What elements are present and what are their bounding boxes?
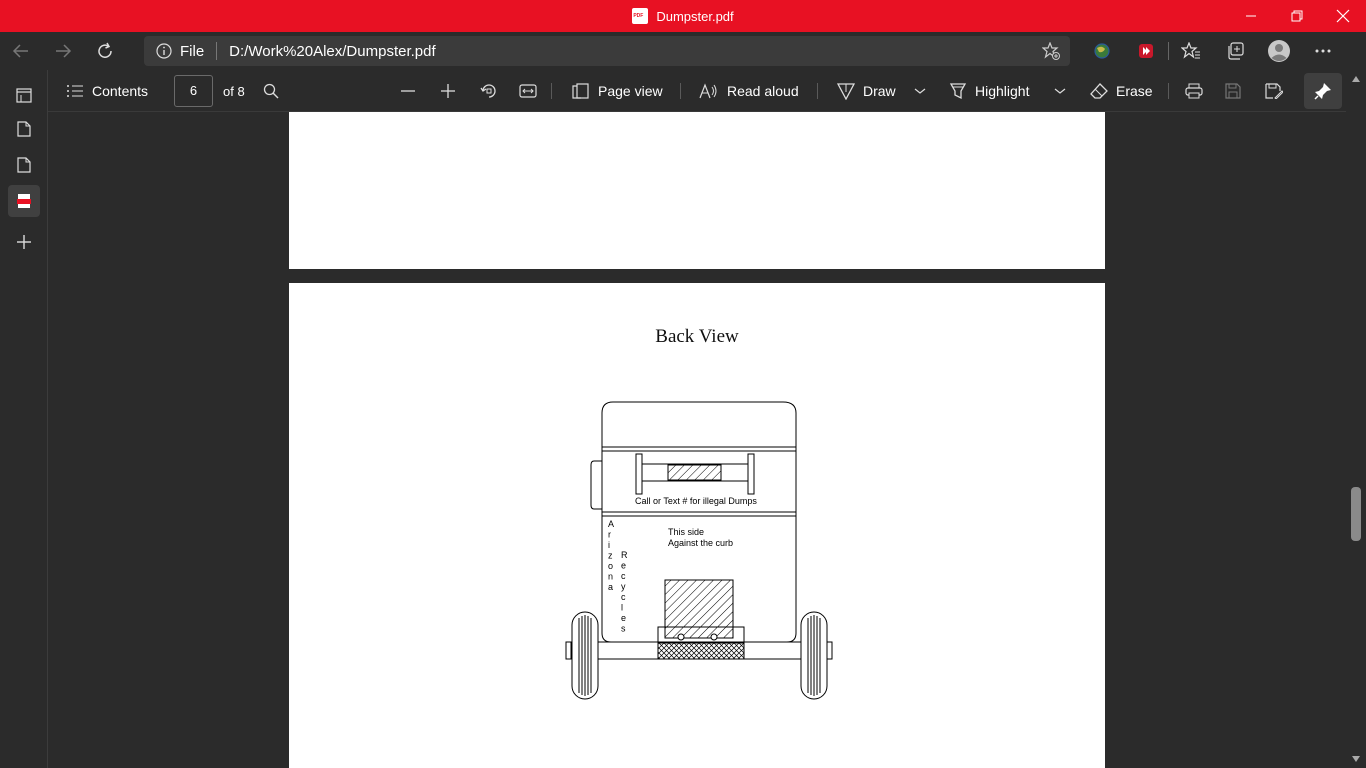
- profile-button[interactable]: [1257, 32, 1301, 70]
- red-extension-icon: [1137, 42, 1155, 60]
- add-favorite-button[interactable]: [1042, 42, 1060, 64]
- side-note-line1: This side: [668, 527, 705, 537]
- printer-icon: [1185, 83, 1203, 99]
- window-controls: [1228, 0, 1366, 32]
- save-as-icon: [1265, 83, 1283, 99]
- chevron-down-icon: [1054, 87, 1066, 95]
- pdf-page-current: [289, 283, 1105, 768]
- pdf-file-icon: [632, 8, 648, 24]
- minus-icon: [400, 83, 416, 99]
- dumpster-back-drawing: [289, 283, 1105, 768]
- print-button[interactable]: [1185, 70, 1203, 112]
- settings-more-button[interactable]: [1301, 32, 1345, 70]
- url-text[interactable]: D:/Work%20Alex/Dumpster.pdf: [229, 42, 436, 60]
- pdf-viewer[interactable]: [48, 112, 1346, 768]
- toolbar-extensions: [1080, 32, 1345, 70]
- highlight-button[interactable]: [949, 70, 1029, 112]
- save-icon: [1225, 83, 1241, 99]
- vertical-text-recycles: R e c y c l e s: [621, 550, 628, 634]
- pin-toolbar-button[interactable]: [1304, 73, 1342, 109]
- draw-label: Draw: [863, 83, 896, 99]
- back-arrow-icon: [12, 42, 30, 60]
- search-icon: [263, 83, 279, 99]
- read-aloud-icon: [699, 83, 719, 99]
- plus-icon: [16, 234, 32, 250]
- erase-label: Erase: [1116, 83, 1153, 99]
- save-as-button[interactable]: [1265, 70, 1283, 112]
- favorites-icon: [1181, 42, 1201, 60]
- toolbar-separator: [1168, 83, 1169, 99]
- rotate-icon: [480, 82, 498, 100]
- vertical-scrollbar[interactable]: [1346, 70, 1366, 768]
- collections-icon: [1226, 42, 1244, 60]
- plus-icon: [440, 83, 456, 99]
- minimize-button[interactable]: [1228, 0, 1274, 32]
- toolbar-separator: [551, 83, 552, 99]
- page-view-button[interactable]: [572, 70, 663, 112]
- page-heading: Back View: [655, 326, 739, 347]
- contents-label: Contents: [92, 83, 149, 99]
- highlight-options-dropdown[interactable]: [1054, 70, 1066, 112]
- restore-icon: [1291, 10, 1303, 22]
- pdf-toolbar: [48, 70, 1346, 112]
- pdf-tab-icon: [16, 193, 32, 209]
- tab-item-pdf-active[interactable]: [8, 185, 40, 217]
- globe-extension-icon: [1093, 42, 1111, 60]
- page-number-input[interactable]: 6: [174, 75, 213, 107]
- document-icon: [17, 157, 31, 173]
- profile-avatar-icon: [1267, 39, 1291, 63]
- window-title: [632, 8, 733, 24]
- erase-button[interactable]: [1090, 70, 1153, 112]
- address-bar[interactable]: [144, 36, 1070, 66]
- browser-navbar: [0, 32, 1366, 70]
- eraser-icon: [1090, 83, 1108, 99]
- forward-button[interactable]: [42, 32, 84, 70]
- tab-actions-button[interactable]: [8, 79, 40, 111]
- zoom-out-button[interactable]: [400, 70, 416, 112]
- toolbar-separator: [680, 83, 681, 99]
- page-view-label: Page view: [598, 83, 663, 99]
- site-info-button[interactable]: [156, 43, 204, 60]
- vertical-tabs-rail: [0, 70, 48, 768]
- zoom-in-button[interactable]: [440, 70, 456, 112]
- highlighter-icon: [949, 82, 967, 100]
- back-button[interactable]: [0, 32, 42, 70]
- draw-button[interactable]: [837, 70, 896, 112]
- page-total-label: of 8: [223, 83, 245, 99]
- pdf-page-previous: [289, 112, 1105, 269]
- chevron-down-icon: [914, 87, 926, 95]
- read-aloud-button[interactable]: [699, 70, 799, 112]
- search-button[interactable]: [263, 70, 279, 112]
- star-add-icon: [1042, 42, 1060, 60]
- page-total: [223, 70, 245, 112]
- scrollbar-thumb[interactable]: [1351, 487, 1361, 541]
- scroll-down-icon[interactable]: [1351, 755, 1361, 763]
- refresh-icon: [96, 42, 114, 60]
- fit-width-icon: [519, 84, 537, 98]
- contents-button[interactable]: [66, 70, 148, 112]
- toolbar-separator: [817, 83, 818, 99]
- title-bar: [0, 0, 1366, 32]
- tab-actions-icon: [16, 87, 32, 103]
- vertical-text-arizona: A r i z o n a: [608, 519, 615, 592]
- tab-item-1[interactable]: [8, 113, 40, 145]
- close-window-button[interactable]: [1320, 0, 1366, 32]
- forward-arrow-icon: [54, 42, 72, 60]
- extension-red-button[interactable]: [1124, 32, 1168, 70]
- page-view-icon: [572, 83, 590, 99]
- restore-button[interactable]: [1274, 0, 1320, 32]
- info-icon: [156, 43, 172, 59]
- favorites-button[interactable]: [1169, 32, 1213, 70]
- draw-options-dropdown[interactable]: [914, 70, 926, 112]
- document-icon: [17, 121, 31, 137]
- refresh-button[interactable]: [84, 32, 126, 70]
- draw-pen-icon: [837, 82, 855, 100]
- window-title-text: Dumpster.pdf: [656, 8, 734, 24]
- list-icon: [66, 84, 84, 98]
- pin-icon: [1314, 82, 1332, 100]
- scroll-up-icon[interactable]: [1351, 75, 1361, 83]
- side-note-line2: Against the curb: [668, 538, 734, 548]
- close-icon: [1336, 9, 1350, 23]
- sign-text: Call or Text # for illegal Dumps: [635, 496, 757, 506]
- address-separator: [216, 42, 217, 60]
- save-button[interactable]: [1225, 70, 1241, 112]
- more-dots-icon: [1314, 48, 1332, 54]
- read-aloud-label: Read aloud: [727, 83, 799, 99]
- minimize-icon: [1245, 10, 1257, 22]
- scheme-label: File: [180, 42, 205, 60]
- tab-item-2[interactable]: [8, 149, 40, 181]
- highlight-label: Highlight: [975, 83, 1030, 99]
- new-tab-button[interactable]: [8, 226, 40, 258]
- extension-globe-button[interactable]: [1080, 32, 1124, 70]
- fit-width-button[interactable]: [519, 70, 537, 112]
- collections-button[interactable]: [1213, 32, 1257, 70]
- rotate-button[interactable]: [480, 70, 498, 112]
